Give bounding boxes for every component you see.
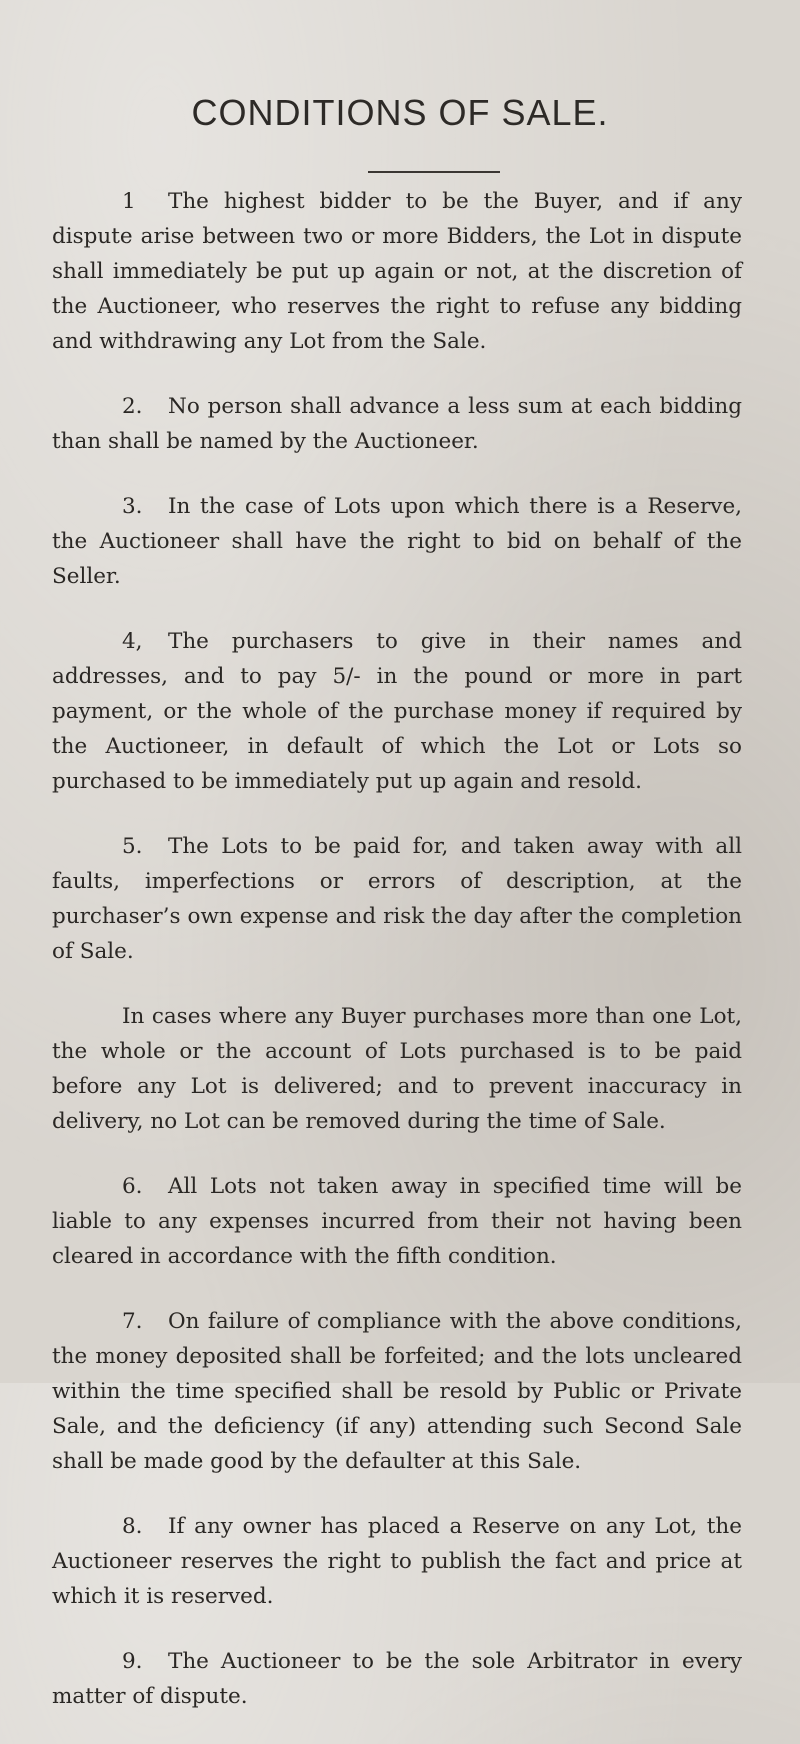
condition-number: 8. [122,1514,143,1539]
condition-number: 7. [122,1309,143,1334]
condition-number: 1 [122,189,136,214]
condition-text: The purchasers to give in their names and addresses, and to pay 5/- in the pound or more in part payment, or the whole of the purchase money if required by the Auctioneer, in default of which the Lot or Lots so purchased to be immediately put up again and resold. [52,629,742,794]
condition-number: 3. [122,494,143,519]
condition-5-continued [52,999,742,1139]
condition-text: On failure of compliance with the above conditions, the money deposited shall be forfeited; and the lots uncleared within the time specified shall be resold by Public or Private Sale, and the deficiency (if any) attending such Second Sale shall be made good by the defaulter at this Sale. [52,1309,742,1474]
condition-number: 9. [122,1649,143,1674]
document-title: CONDITIONS OF SALE. [191,92,609,133]
conditions-list [52,184,742,1744]
condition-text: In the case of Lots upon which there is a Reserve, the Auctioneer shall have the right to bid on behalf of the Seller. [52,494,742,589]
condition-text: If any owner has placed a Reserve on any Lot, the Auctioneer reserves the right to publish the fact and price at which it is reserved. [52,1514,742,1609]
condition-number: 2. [122,394,143,419]
condition-6 [52,1169,742,1274]
title-underline [368,171,500,173]
condition-2 [52,389,742,459]
condition-text: No person shall advance a less sum at each bidding than shall be named by the Auctioneer. [52,394,742,454]
condition-7 [52,1304,742,1479]
condition-9 [52,1644,742,1714]
condition-text: In cases where any Buyer purchases more than one Lot, the whole or the account of Lots purchased is to be paid before any Lot is delivered; and to prevent inaccuracy in delivery, no Lot can be removed during the time of Sale. [52,1004,742,1134]
condition-number: 5. [122,834,143,859]
condition-text: All Lots not taken away in specified time will be liable to any expenses incurred from their not having been cleared in accordance with the fifth condition. [52,1174,742,1269]
condition-3 [52,489,742,594]
condition-4 [52,624,742,799]
condition-number: 4, [122,629,143,654]
condition-8 [52,1509,742,1614]
condition-number: 6. [122,1174,143,1199]
condition-1 [52,184,742,359]
condition-5 [52,829,742,969]
condition-text: The Auctioneer to be the sole Arbitrator in every matter of dispute. [52,1649,742,1709]
condition-text: The Lots to be paid for, and taken away with all faults, imperfections or errors of description, at the purchaser’s own expense and risk the day after the completion of Sale. [52,834,742,964]
condition-text: The highest bidder to be the Buyer, and if any dispute arise between two or more Bidders, the Lot in dispute shall immediately be put up again or not, at the discretion of the Auctioneer, who reserves the right to refuse any bidding and withdrawing any Lot from the Sale. [52,189,742,354]
